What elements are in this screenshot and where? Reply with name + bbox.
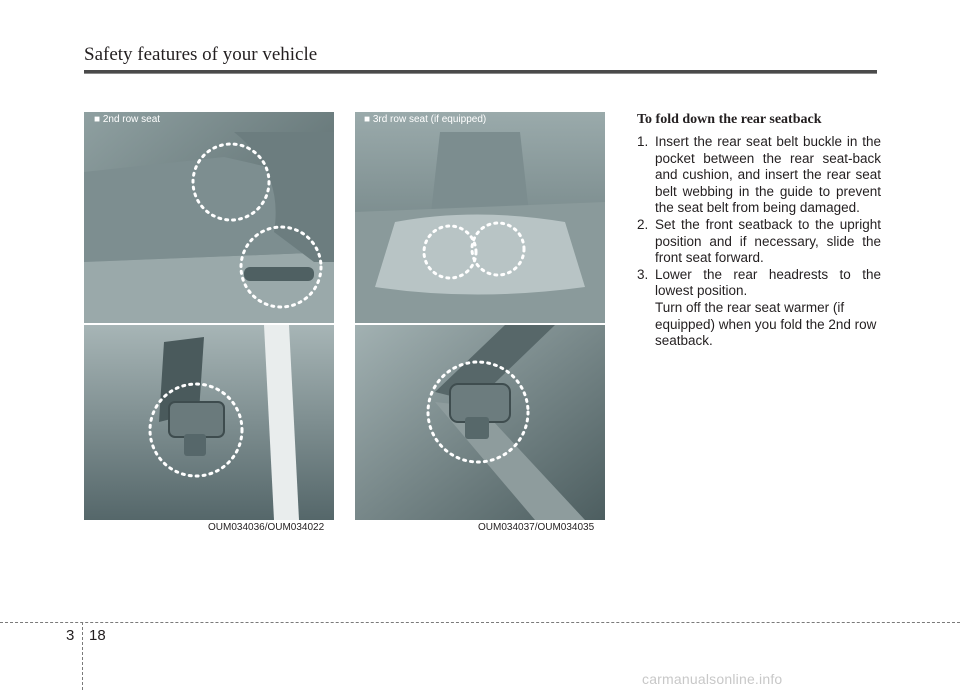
step-number: 1. — [637, 134, 649, 149]
figure-3rd-row-seat — [355, 112, 605, 520]
step-number: 2. — [637, 216, 649, 232]
page-header-title: Safety features of your vehicle — [84, 44, 318, 65]
step-3 — [637, 267, 881, 300]
figure-label-2nd-row: ■ 2nd row seat — [94, 114, 161, 125]
figure-2nd-row-seat — [84, 112, 334, 520]
step-text: Insert the rear seat belt buckle in the pocket between the rear seat-back and cushion, and insert the rear seat belt webbing in the guide to prevent the seat belt from being damaged. — [655, 134, 881, 216]
section-heading: To fold down the rear seatback — [637, 112, 822, 127]
footer-rule — [0, 622, 960, 623]
seat-illustration-2nd-row — [84, 112, 334, 520]
instruction-steps — [637, 134, 881, 350]
step-3-note: Turn off the rear seat warmer (if equipped) when you fold the 2nd row seatback. — [655, 299, 877, 349]
footer-divider — [82, 622, 83, 690]
step-text: Set the front seatback to the upright position and if necessary, slide the front seat forward. — [655, 216, 881, 266]
header-rule-thin — [84, 73, 877, 74]
seat-illustration-3rd-row — [355, 112, 605, 520]
step-2 — [637, 217, 881, 267]
figure-label-3rd-row: ■ 3rd row seat (if equipped) — [364, 114, 487, 125]
photo-code-left: OUM034036/OUM034022 — [208, 522, 325, 533]
watermark: carmanualsonline.info — [642, 671, 783, 687]
step-text: Lower the rear headrests to the lowest position. — [655, 266, 881, 299]
photo-code-right: OUM034037/OUM034035 — [478, 522, 595, 533]
page-number: 18 — [89, 627, 106, 644]
step-number: 3. — [637, 266, 649, 282]
step-1 — [637, 134, 881, 217]
chapter-number: 3 — [66, 627, 75, 644]
